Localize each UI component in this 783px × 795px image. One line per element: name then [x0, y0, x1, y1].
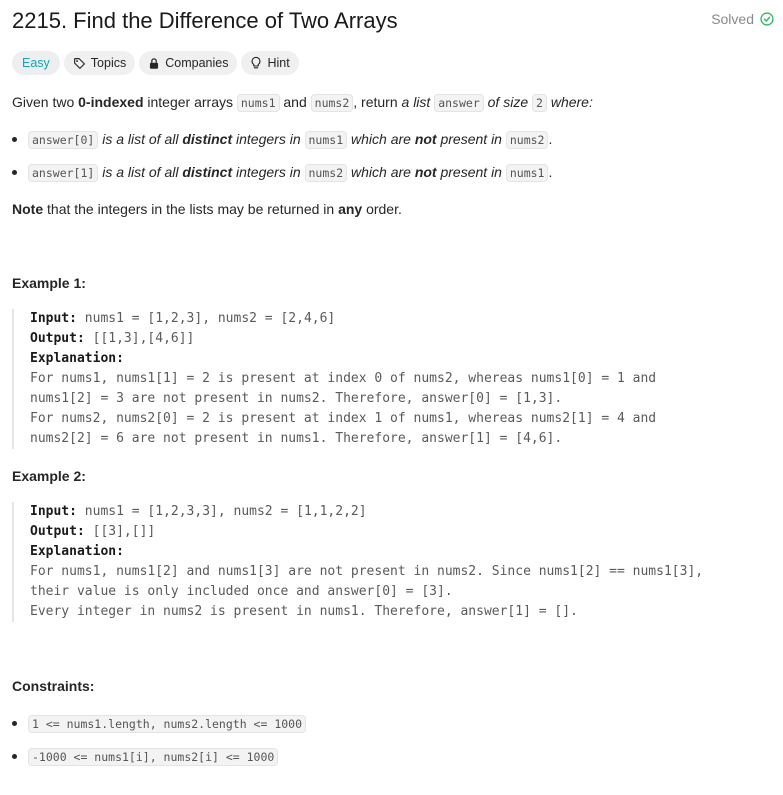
problem-title[interactable]: 2215. Find the Difference of Two Arrays: [12, 8, 398, 33]
example-explanation-line: For nums1, nums1[1] = 2 is present at index 0 of nums2, whereas nums1[0] = 1 and: [30, 371, 657, 386]
example-output: Output: [[3],[]]: [30, 524, 156, 539]
example-input: Input: nums1 = [1,2,3,3], nums2 = [1,1,2,2]: [30, 504, 367, 519]
intro-paragraph: Given two 0-indexed integer arrays nums1 and nums2 , return a list answer of size 2 where:: [12, 94, 593, 110]
example-output: Output: [[1,3],[4,6]]: [30, 331, 195, 346]
companies-button[interactable]: [139, 51, 237, 75]
lock-icon: [148, 57, 160, 70]
example-explanation-line: nums1[2] = 3 are not present in nums2. Therefore, answer[0] = [1,3].: [30, 391, 563, 406]
companies-label: Companies: [165, 56, 229, 70]
example-explanation-label: Explanation:: [30, 544, 124, 559]
check-circle-icon: [760, 12, 774, 26]
example-1-title: Example 1:: [12, 275, 86, 291]
example-input: Input: nums1 = [1,2,3], nums2 = [2,4,6]: [30, 311, 336, 326]
tag-icon: [73, 57, 86, 70]
example-explanation-line: nums2[2] = 6 are not present in nums1. Therefore, answer[1] = [4,6].: [30, 431, 563, 446]
solved-status: [711, 10, 774, 28]
example-2-title: Example 2:: [12, 468, 86, 484]
example-explanation-line: For nums1, nums1[2] and nums1[3] are not present in nums2. Since nums1[2] == nums1[3],: [30, 564, 704, 579]
topics-button[interactable]: [64, 51, 135, 75]
example-1-block: [12, 309, 772, 449]
title-row: [12, 6, 777, 36]
example-2-block: [12, 502, 772, 622]
difficulty-badge: Easy: [12, 51, 60, 75]
example-explanation-line: their value is only included once and answer[0] = [3].: [30, 584, 453, 599]
example-explanation-line: Every integer in nums2 is present in nums1. Therefore, answer[1] = [].: [30, 604, 578, 619]
topics-label: Topics: [90, 56, 127, 70]
solved-label: Solved: [711, 11, 754, 27]
example-explanation-label: Explanation:: [30, 351, 124, 366]
constraints-title: Constraints:: [12, 678, 95, 694]
hint-label: Hint: [267, 56, 290, 70]
note-paragraph: Note that the integers in the lists may be returned in any order.: [12, 201, 402, 217]
tag-chips: [12, 51, 299, 75]
lightbulb-icon: [250, 56, 262, 70]
hint-button[interactable]: [241, 51, 298, 75]
example-explanation-line: For nums2, nums2[0] = 2 is present at index 1 of nums1, whereas nums2[1] = 4 and: [30, 411, 657, 426]
